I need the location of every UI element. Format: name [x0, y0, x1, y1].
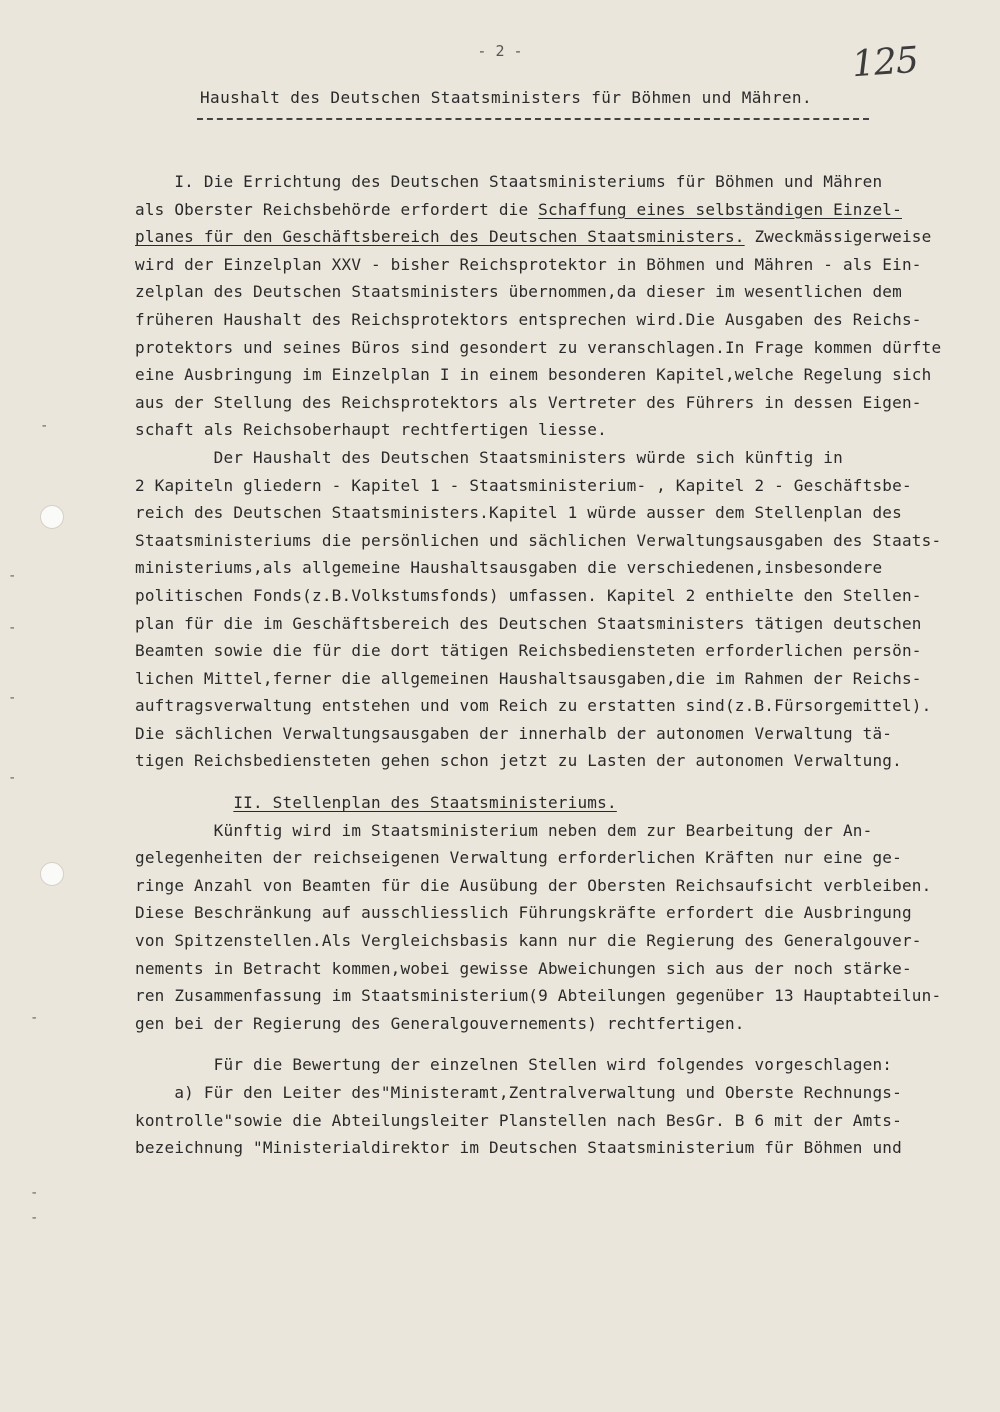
paragraph-gap	[135, 1037, 965, 1051]
paragraph-chapters	[135, 444, 965, 775]
text-line: politischen Fonds(z.B.Volkstumsfonds) umfassen. Kapitel 2 enthielte den Stellen-	[135, 585, 922, 605]
margin-mark: -	[8, 568, 17, 584]
text-line: eine Ausbringung im Einzelplan I in einem besonderen Kapitel,welche Regelung sich	[135, 365, 932, 385]
text-line: kontrolle"sowie die Abteilungsleiter Planstellen nach BesGr. B 6 mit der Amts-	[135, 1110, 902, 1130]
text-line	[135, 789, 965, 817]
text-line: ren Zusammenfassung im Staatsministerium(9 Abteilungen gegenüber 13 Hauptabteilun-	[135, 986, 942, 1006]
paragraph-section-2	[135, 789, 965, 1037]
margin-mark: -	[30, 1010, 39, 1026]
text-line: früheren Haushalt des Reichsprotektors entsprechen wird.Die Ausgaben des Reichs-	[135, 309, 922, 329]
margin-mark: -	[8, 770, 17, 786]
text-line: a) Für den Leiter des"Ministeramt,Zentralverwaltung und Oberste Rechnungs-	[135, 1083, 902, 1102]
text-line: nements in Betracht kommen,wobei gewisse Abweichungen sich aus der noch stärke-	[135, 958, 912, 978]
document-body	[135, 168, 965, 1162]
punch-hole-top	[40, 505, 64, 529]
text-line: zelplan des Deutschen Staatsministers übernommen,da dieser im wesentlichen dem	[135, 282, 902, 302]
title-underline	[197, 118, 869, 120]
text-line: Künftig wird im Staatsministerium neben dem zur Bearbeitung der An-	[135, 820, 873, 840]
punch-hole-bottom	[40, 862, 64, 886]
text-line: Die sächlichen Verwaltungsausgaben der innerhalb der autonomen Verwaltung tä-	[135, 723, 893, 743]
text-line: reich des Deutschen Staatsministers.Kapitel 1 würde ausser dem Stellenplan des	[135, 503, 902, 523]
text-line: Staatsministeriums die persönlichen und sächlichen Verwaltungsausgaben des Staats-	[135, 530, 942, 550]
document-title: Haushalt des Deutschen Staatsministers für Böhmen und Mähren.	[200, 88, 813, 107]
text-line: 2 Kapiteln gliedern - Kapitel 1 - Staatsministerium- , Kapitel 2 - Geschäftsbe-	[135, 475, 912, 495]
text-line: lichen Mittel,ferner die allgemeinen Haushaltsausgaben,die im Rahmen der Reichs-	[135, 668, 922, 688]
handwritten-folio-number: 125	[850, 39, 920, 86]
text-line: protektors und seines Büros sind gesondert zu veranschlagen.In Frage kommen dürfte	[135, 337, 942, 357]
text-line	[135, 196, 965, 224]
text-line: gen bei der Regierung des Generalgouvernements) rechtfertigen.	[135, 1013, 745, 1033]
text-line: von Spitzenstellen.Als Vergleichsbasis kann nur die Regierung des Generalgouver-	[135, 931, 922, 951]
text-line: bezeichnung "Ministerialdirektor im Deutschen Staatsministerium für Böhmen und	[135, 1138, 902, 1158]
underlined-phrase: planes für den Geschäftsbereich des Deutschen Staatsministers.	[135, 227, 745, 247]
paragraph-section-3	[135, 1051, 965, 1161]
text-line: tigen Reichsbediensteten gehen schon jetzt zu Lasten der autonomen Verwaltung.	[135, 751, 902, 771]
text-line: wird der Einzelplan XXV - bisher Reichsprotektor in Böhmen und Mähren - als Ein-	[135, 254, 922, 274]
text-segment: Zweckmässigerweise	[744, 227, 932, 247]
underlined-phrase: Schaffung eines selbständigen Einzel-	[538, 199, 902, 219]
text-line	[135, 223, 965, 251]
text-line: auftragsverwaltung entstehen und vom Reich zu erstatten sind(z.B.Fürsorgemittel).	[135, 696, 932, 716]
text-line: Für die Bewertung der einzelnen Stellen wird folgendes vorgeschlagen:	[135, 1055, 893, 1075]
text-segment: als Oberster Reichsbehörde erfordert die	[135, 199, 539, 219]
paragraph-gap	[135, 775, 965, 789]
text-line: Diese Beschränkung auf ausschliesslich Führungskräfte erfordert die Ausbringung	[135, 903, 912, 923]
text-line: gelegenheiten der reichseigenen Verwaltung erforderlichen Kräften nur eine ge-	[135, 848, 902, 868]
text-line: plan für die im Geschäftsbereich des Deutschen Staatsministers tätigen deutschen	[135, 613, 922, 633]
text-line: Beamten sowie die für die dort tätigen Reichsbediensteten erforderlichen persön-	[135, 641, 922, 661]
margin-mark: -	[30, 1210, 39, 1226]
text-line: schaft als Reichsoberhaupt rechtfertigen liesse.	[135, 420, 607, 440]
margin-mark: -	[8, 690, 17, 706]
section-heading: II. Stellenplan des Staatsministeriums.	[233, 793, 617, 813]
margin-mark: -	[40, 418, 49, 434]
text-line: ringe Anzahl von Beamten für die Ausübung der Obersten Reichsaufsicht verbleiben.	[135, 875, 932, 895]
margin-mark: -	[30, 1185, 39, 1201]
page-number: - 2 -	[477, 42, 523, 60]
text-line: ministeriums,als allgemeine Haushaltsausgaben die verschiedenen,insbesondere	[135, 558, 883, 578]
paragraph-section-1	[135, 168, 965, 444]
text-line: I. Die Errichtung des Deutschen Staatsministeriums für Böhmen und Mähren	[135, 172, 883, 191]
text-line: Der Haushalt des Deutschen Staatsministers würde sich künftig in	[135, 447, 843, 467]
text-line: aus der Stellung des Reichsprotektors als Vertreter des Führers in dessen Eigen-	[135, 392, 922, 412]
margin-mark: -	[8, 620, 17, 636]
